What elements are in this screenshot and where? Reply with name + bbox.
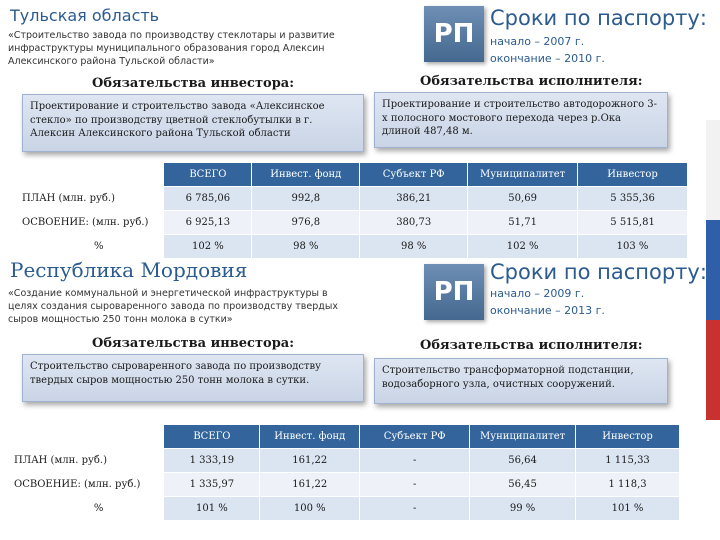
- investor-obligations-mordovia: Строительство сыроваренного завода по производству твердых сыров мощностью 250 тонн молока в сутки.: [22, 354, 364, 402]
- investor-heading-tula: Обязательства инвестора:: [92, 76, 295, 91]
- rp-badge-tula: РП: [424, 6, 484, 62]
- table-cell: 102 %: [468, 235, 578, 259]
- table-cell: 99 %: [470, 497, 576, 521]
- col-header-subject: Субъект РФ: [360, 425, 470, 449]
- table-cell: 56,45: [470, 473, 576, 497]
- row-label: ПЛАН (млн. руб.): [22, 193, 115, 204]
- deadline-start-tula: начало – 2007 г.: [490, 35, 585, 48]
- col-header-total: ВСЕГО: [164, 163, 252, 187]
- table-cell: 976,8: [252, 211, 360, 235]
- table-cell: 51,71: [468, 211, 578, 235]
- table-cell: 50,69: [468, 187, 578, 211]
- table-cell: 1 115,33: [576, 449, 680, 473]
- table-row: [18, 235, 688, 259]
- table-row: [10, 497, 680, 521]
- col-header-investor: Инвестор: [578, 163, 688, 187]
- table-row: [18, 211, 688, 235]
- deadline-start-mordovia: начало – 2009 г.: [490, 287, 585, 300]
- col-header-investor: Инвестор: [576, 425, 680, 449]
- project-description-tula: «Строительство завода по производству стеклотары и развитие инфраструктуры муниципального образования город Алексин Алексинского района Тульской области»: [8, 30, 335, 67]
- table-cell: 103 %: [578, 235, 688, 259]
- table-cell: 386,21: [360, 187, 468, 211]
- region-title-mordovia: Республика Мордовия: [10, 258, 248, 282]
- table-cell: 101 %: [576, 497, 680, 521]
- table-cell: 6 925,13: [164, 211, 252, 235]
- region-title-tula: Тульская область: [10, 6, 160, 25]
- table-cell: 1 335,97: [164, 473, 260, 497]
- deadline-end-tula: окончание – 2010 г.: [490, 52, 605, 65]
- investor-heading-mordovia: Обязательства инвестора:: [92, 336, 295, 351]
- col-header-total: ВСЕГО: [164, 425, 260, 449]
- executor-obligations-mordovia: Строительство трансформаторной подстанции, водозаборного узла, очистных сооружений.: [374, 358, 668, 404]
- row-label: ОСВОЕНИЕ: (млн. руб.): [22, 217, 149, 228]
- table-cell: 161,22: [260, 449, 360, 473]
- table-row: [10, 449, 680, 473]
- row-label: ОСВОЕНИЕ: (млн. руб.): [14, 479, 141, 490]
- table-cell: 98 %: [360, 235, 468, 259]
- executor-heading-tula: Обязательства исполнителя:: [420, 74, 643, 89]
- executor-heading-mordovia: Обязательства исполнителя:: [420, 338, 643, 353]
- table-row: [10, 473, 680, 497]
- table-cell: 1 333,19: [164, 449, 260, 473]
- col-header-municipality: Муниципалитет: [470, 425, 576, 449]
- table-cell: 101 %: [164, 497, 260, 521]
- table-cell: 161,22: [260, 473, 360, 497]
- table-cell: 1 118,3: [576, 473, 680, 497]
- investor-obligations-tula: Проектирование и строительство завода «Алексинское стекло» по производству цветной стеклобутылки в г. Алексин Алексинского района Тульской области: [22, 94, 364, 152]
- executor-obligations-tula: Проектирование и строительство автодорожного 3-х полосного мостового перехода через р.Ока длиной 487,48 м.: [374, 92, 668, 148]
- finance-table-tula: [18, 162, 688, 259]
- deadline-title-mordovia: Сроки по паспорту:: [490, 260, 707, 284]
- table-cell: 100 %: [260, 497, 360, 521]
- table-cell: 5 355,36: [578, 187, 688, 211]
- row-label: %: [93, 503, 104, 514]
- table-cell: -: [360, 497, 470, 521]
- project-description-mordovia: «Создание коммунальной и энергетической инфраструктуры в целях создания сыроваренного завода по производству твердых сыров мощностью 250 тонн молока в сутки»: [8, 288, 338, 325]
- table-cell: -: [360, 449, 470, 473]
- table-row: [18, 187, 688, 211]
- table-cell: 992,8: [252, 187, 360, 211]
- row-label: %: [93, 241, 104, 252]
- col-header-invest-fund: Инвест. фонд: [252, 163, 360, 187]
- table-cell: 102 %: [164, 235, 252, 259]
- table-cell: 6 785,06: [164, 187, 252, 211]
- row-label: ПЛАН (млн. руб.): [14, 455, 107, 466]
- col-header-subject: Субъект РФ: [360, 163, 468, 187]
- finance-table-mordovia: [10, 424, 680, 521]
- table-cell: -: [360, 473, 470, 497]
- col-header-invest-fund: Инвест. фонд: [260, 425, 360, 449]
- col-header-municipality: Муниципалитет: [468, 163, 578, 187]
- rp-badge-mordovia: РП: [424, 264, 484, 320]
- deadline-title-tula: Сроки по паспорту:: [490, 6, 707, 30]
- deadline-end-mordovia: окончание – 2013 г.: [490, 304, 605, 317]
- table-cell: 56,64: [470, 449, 576, 473]
- table-cell: 98 %: [252, 235, 360, 259]
- tricolor-stripe: [706, 120, 720, 420]
- table-cell: 5 515,81: [578, 211, 688, 235]
- table-cell: 380,73: [360, 211, 468, 235]
